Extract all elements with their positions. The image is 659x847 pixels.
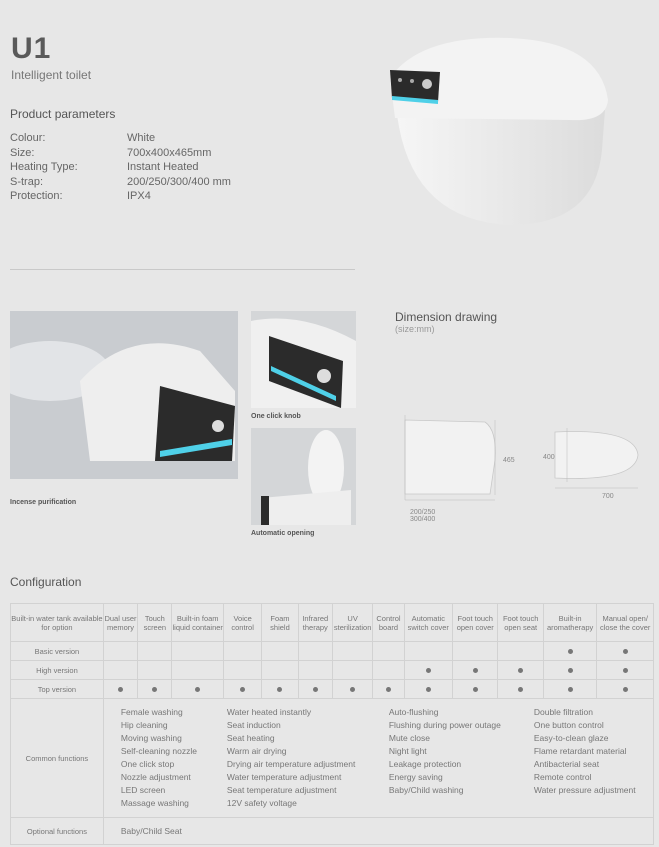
incense-caption: Incense purification: [10, 499, 77, 506]
feature-cell: [298, 642, 332, 661]
function-item: Flame retardant material: [533, 746, 627, 756]
feature-cell: [498, 680, 543, 699]
version-row: [11, 642, 654, 661]
included-dot-icon: [195, 687, 200, 692]
function-item: Antibacterial seat: [533, 759, 600, 769]
col-header: Built-in aromatherapy: [543, 604, 596, 642]
feature-cell: [298, 680, 332, 699]
version-row: [11, 680, 654, 699]
col-header: Built-in foam liquid container: [172, 604, 223, 642]
param-value: IPX4: [127, 190, 151, 202]
included-dot-icon: [518, 687, 523, 692]
knob-photo: [251, 311, 356, 408]
feature-cell: [262, 680, 298, 699]
divider: [10, 269, 355, 270]
included-dot-icon: [426, 687, 431, 692]
params-table: [10, 131, 231, 204]
feature-cell: [543, 680, 596, 699]
param-value: White: [127, 132, 156, 144]
function-item: Water heated instantly: [226, 707, 312, 717]
feature-cell: [138, 661, 172, 680]
included-dot-icon: [473, 687, 478, 692]
col-header: Infrared therapy: [298, 604, 332, 642]
function-item: LED screen: [120, 785, 166, 795]
knob-caption: One click knob: [251, 413, 301, 420]
col-header: Manual open/ close the cover: [597, 604, 654, 642]
params-heading: Product parameters: [10, 107, 116, 121]
dimension-drawing: [395, 410, 650, 525]
common-label: Common functions: [11, 699, 104, 818]
included-dot-icon: [426, 668, 431, 673]
included-dot-icon: [623, 649, 628, 654]
col-header: Foot touch open cover: [453, 604, 498, 642]
function-item: Drying air temperature adjustment: [226, 759, 356, 769]
included-dot-icon: [568, 649, 573, 654]
feature-cell: [138, 642, 172, 661]
config-header-row: [11, 604, 654, 642]
feature-cell: [103, 642, 137, 661]
feature-cell: [498, 642, 543, 661]
dimension-unit: (size:mm): [395, 324, 435, 334]
feature-cell: [597, 680, 654, 699]
function-item: Flushing during power outage: [388, 720, 501, 730]
feature-cell: [223, 680, 261, 699]
feature-cell: [103, 661, 137, 680]
function-item: One click stop: [120, 759, 175, 769]
feature-cell: [404, 661, 452, 680]
col-header: Control board: [373, 604, 404, 642]
included-dot-icon: [313, 687, 318, 692]
feature-cell: [138, 680, 172, 699]
included-dot-icon: [623, 668, 628, 673]
included-dot-icon: [277, 687, 282, 692]
feature-cell: [332, 661, 372, 680]
incense-photo: [10, 311, 238, 479]
col-header: Automatic switch cover: [404, 604, 452, 642]
feature-cell: [172, 661, 223, 680]
version-name: Top version: [11, 680, 104, 699]
function-item: Double filtration: [533, 707, 593, 717]
feature-cell: [103, 680, 137, 699]
function-item: Baby/Child washing: [388, 785, 464, 795]
function-item: One button control: [533, 720, 604, 730]
optional-functions-row: [11, 818, 654, 845]
function-item: Nozzle adjustment: [120, 772, 191, 782]
param-value: 700x400x465mm: [127, 146, 212, 159]
feature-cell: [597, 661, 654, 680]
col-header: Foam shield: [262, 604, 298, 642]
feature-cell: [453, 642, 498, 661]
included-dot-icon: [568, 687, 573, 692]
feature-cell: [543, 661, 596, 680]
feature-cell: [404, 642, 452, 661]
included-dot-icon: [386, 687, 391, 692]
included-dot-icon: [118, 687, 123, 692]
function-item: Warm air drying: [226, 746, 287, 756]
feature-cell: [223, 642, 261, 661]
feature-cell: [543, 642, 596, 661]
col-header: Dual user memory: [103, 604, 137, 642]
dimension-heading: Dimension drawing: [395, 310, 498, 324]
param-label: S-trap:: [10, 175, 44, 188]
col-header: Voice control: [223, 604, 261, 642]
common-col-2: [227, 706, 356, 810]
common-functions-row: [11, 699, 654, 818]
col-header: UV sterilization: [332, 604, 372, 642]
included-dot-icon: [473, 668, 478, 673]
param-label: Colour:: [10, 132, 46, 144]
feature-cell: [172, 680, 223, 699]
width-label: 400: [543, 454, 555, 461]
version-name: High version: [11, 661, 104, 680]
height-label: 465: [503, 457, 515, 464]
feature-cell: [332, 642, 372, 661]
feature-cell: [172, 642, 223, 661]
feature-cell: [373, 680, 404, 699]
auto-open-photo: [251, 428, 356, 525]
optional-label: Optional functions: [11, 818, 104, 845]
param-value: 200/250/300/400 mm: [127, 175, 231, 188]
col-header: Foot touch open seat: [498, 604, 543, 642]
version-row: [11, 661, 654, 680]
function-item: Self-cleaning nozzle: [120, 746, 197, 756]
col-header: Built-in water tank available for option: [11, 604, 104, 642]
function-item: Water pressure adjustment: [533, 785, 636, 795]
function-item: Auto-flushing: [388, 707, 439, 717]
feature-cell: [404, 680, 452, 699]
included-dot-icon: [350, 687, 355, 692]
function-item: Seat temperature adjustment: [226, 785, 337, 795]
strap-label-2: 300/400: [410, 516, 436, 523]
product-subtitle: Intelligent toilet: [11, 68, 92, 82]
included-dot-icon: [240, 687, 245, 692]
common-col-1: [121, 706, 197, 810]
config-heading: Configuration: [10, 575, 82, 589]
function-item: Seat heating: [226, 733, 275, 743]
feature-cell: [498, 661, 543, 680]
included-dot-icon: [623, 687, 628, 692]
config-table: [10, 603, 654, 845]
col-header: Touch screen: [138, 604, 172, 642]
knob-icon: [422, 79, 432, 89]
version-name: Basic version: [11, 642, 104, 661]
feature-cell: [262, 642, 298, 661]
common-col-4: [534, 706, 636, 797]
function-item: 12V safety voltage: [226, 798, 297, 808]
feature-cell: [262, 661, 298, 680]
function-item: Hip cleaning: [120, 720, 168, 730]
feature-cell: [298, 661, 332, 680]
function-item: Female washing: [120, 707, 183, 717]
function-item: Easy-to-clean glaze: [533, 733, 609, 743]
feature-cell: [597, 642, 654, 661]
function-item: Massage washing: [120, 798, 189, 808]
included-dot-icon: [568, 668, 573, 673]
feature-cell: [373, 642, 404, 661]
param-label: Protection:: [10, 190, 63, 202]
function-item: Seat induction: [226, 720, 281, 730]
feature-cell: [332, 680, 372, 699]
common-col-3: [389, 706, 501, 797]
length-label: 700: [602, 493, 614, 500]
function-item: Energy saving: [388, 772, 443, 782]
feature-cell: [373, 661, 404, 680]
included-dot-icon: [518, 668, 523, 673]
function-item: Moving washing: [120, 733, 182, 743]
included-dot-icon: [152, 687, 157, 692]
function-item: Water temperature adjustment: [226, 772, 342, 782]
function-item: Night light: [388, 746, 427, 756]
feature-cell: [453, 680, 498, 699]
function-item: Remote control: [533, 772, 592, 782]
param-label: Size:: [10, 146, 35, 159]
auto-open-caption: Automatic opening: [251, 530, 315, 537]
function-item: Leakage protection: [388, 759, 462, 769]
product-title: U1: [11, 32, 52, 65]
feature-cell: [453, 661, 498, 680]
param-value: Instant Heated: [127, 161, 199, 173]
feature-cell: [223, 661, 261, 680]
function-item: Mute close: [388, 733, 430, 743]
optional-item: Baby/Child Seat: [120, 825, 182, 836]
hero-toilet-image: [380, 30, 620, 235]
strap-label: 200/250: [410, 509, 436, 516]
param-label: Heating Type:: [10, 161, 78, 173]
